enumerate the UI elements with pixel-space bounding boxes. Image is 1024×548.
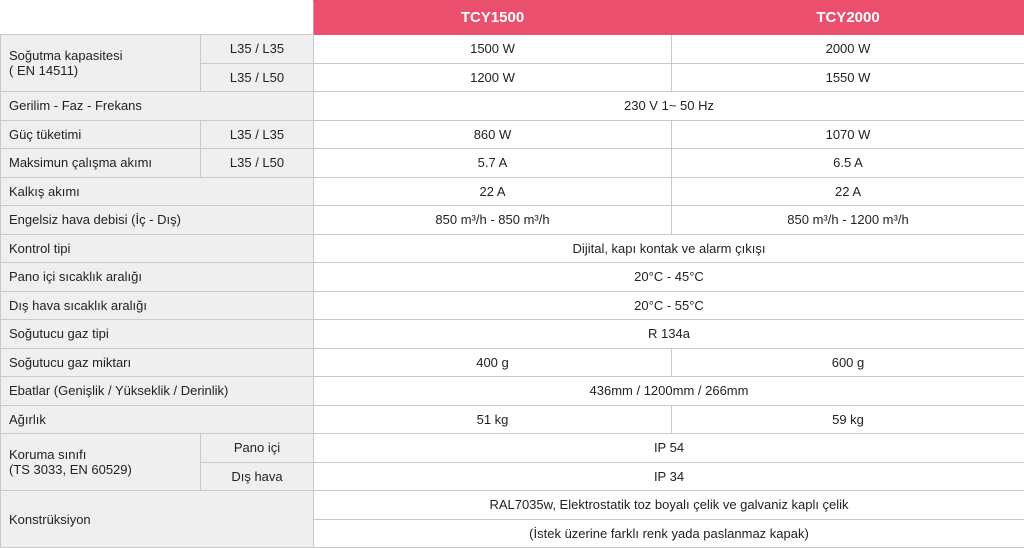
table-row	[1, 377, 1024, 406]
table-row	[1, 491, 1024, 520]
table-row	[1, 177, 1024, 206]
cell-value: IP 34	[314, 462, 1024, 491]
table-row	[1, 291, 1024, 320]
header-row	[1, 1, 1024, 35]
cell-value: 850 m³/h - 850 m³/h	[314, 206, 672, 235]
row-label: Dış hava sıcaklık aralığı	[1, 291, 314, 320]
table-row	[1, 92, 1024, 121]
table-row	[1, 263, 1024, 292]
cell-value: 600 g	[672, 348, 1024, 377]
cell-value: 1500 W	[314, 35, 672, 64]
cell-value: 2000 W	[672, 35, 1024, 64]
cell-value: 1070 W	[672, 120, 1024, 149]
table-row	[1, 120, 1024, 149]
table-row	[1, 234, 1024, 263]
row-sub: Dış hava	[201, 462, 314, 491]
cell-value: 6.5 A	[672, 149, 1024, 178]
row-sub: Pano içi	[201, 434, 314, 463]
cell-value: 230 V 1~ 50 Hz	[314, 92, 1024, 121]
row-label-cooling: Soğutma kapasitesi ( EN 14511)	[1, 35, 201, 92]
table-row	[1, 149, 1024, 178]
row-sub: L35 / L50	[201, 63, 314, 92]
cell-value: 1200 W	[314, 63, 672, 92]
table-row	[1, 348, 1024, 377]
cell-value: 5.7 A	[314, 149, 672, 178]
row-label: Güç tüketimi	[1, 120, 201, 149]
cell-value: 20°C - 45°C	[314, 263, 1024, 292]
cell-value: Dijital, kapı kontak ve alarm çıkışı	[314, 234, 1024, 263]
row-sub: L35 / L35	[201, 35, 314, 64]
row-label: Gerilim - Faz - Frekans	[1, 92, 314, 121]
header-blank	[1, 1, 314, 35]
cell-value: (İstek üzerine farklı renk yada paslanmaz kapak)	[314, 519, 1024, 548]
model-header-1: TCY1500	[314, 1, 672, 35]
cell-value: 436mm / 1200mm / 266mm	[314, 377, 1024, 406]
row-label-protection: Koruma sınıfı (TS 3033, EN 60529)	[1, 434, 201, 491]
table-row	[1, 320, 1024, 349]
table-row	[1, 206, 1024, 235]
row-label: Ağırlık	[1, 405, 314, 434]
row-label: Soğutucu gaz miktarı	[1, 348, 314, 377]
cell-value: RAL7035w, Elektrostatik toz boyalı çelik ve galvaniz kaplı çelik	[314, 491, 1024, 520]
table-row	[1, 434, 1024, 463]
cell-value: 850 m³/h - 1200 m³/h	[672, 206, 1024, 235]
table-row	[1, 405, 1024, 434]
model-header-2: TCY2000	[672, 1, 1024, 35]
cell-value: R 134a	[314, 320, 1024, 349]
row-label: Kontrol tipi	[1, 234, 314, 263]
cell-value: 400 g	[314, 348, 672, 377]
row-label: Pano içi sıcaklık aralığı	[1, 263, 314, 292]
row-label: Konstrüksiyon	[1, 491, 314, 548]
row-label: Maksimun çalışma akımı	[1, 149, 201, 178]
table-row	[1, 35, 1024, 64]
cell-value: 22 A	[314, 177, 672, 206]
cell-value: 51 kg	[314, 405, 672, 434]
row-sub: L35 / L50	[201, 149, 314, 178]
cell-value: 860 W	[314, 120, 672, 149]
cell-value: 20°C - 55°C	[314, 291, 1024, 320]
row-label: Kalkış akımı	[1, 177, 314, 206]
cell-value: 1550 W	[672, 63, 1024, 92]
row-sub: L35 / L35	[201, 120, 314, 149]
cell-value: 22 A	[672, 177, 1024, 206]
row-label: Engelsiz hava debisi (İç - Dış)	[1, 206, 314, 235]
row-label: Soğutucu gaz tipi	[1, 320, 314, 349]
cell-value: 59 kg	[672, 405, 1024, 434]
cell-value: IP 54	[314, 434, 1024, 463]
row-label: Ebatlar (Genişlik / Yükseklik / Derinlik)	[1, 377, 314, 406]
